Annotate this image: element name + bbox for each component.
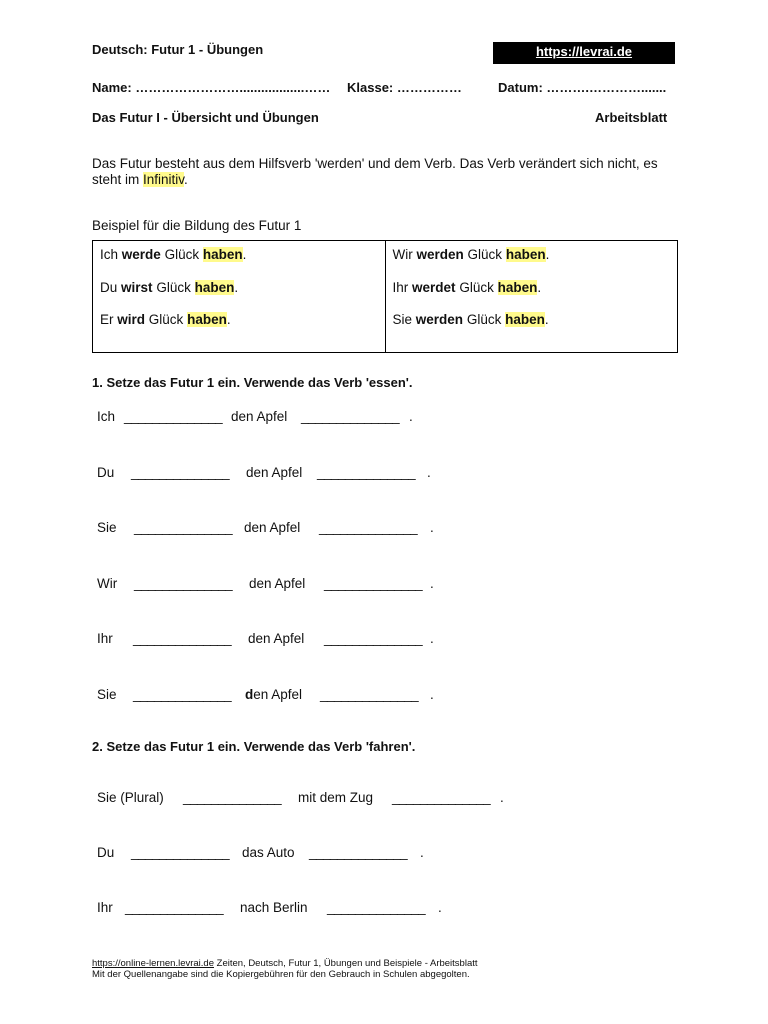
object-bold-letter: d <box>245 687 254 702</box>
example-verb: haben <box>505 247 546 262</box>
name-field-label: Name: ……………………..................…… <box>92 80 331 95</box>
example-aux: wird <box>117 312 146 327</box>
answer-blank[interactable]: ______________ <box>133 631 232 646</box>
intro-text: Das Futur besteht aus dem Hilfsverb 'werden' und dem Verb. Das Verb verändert sich nicht, es steht im <box>92 156 658 187</box>
example-pronoun: Ihr <box>392 279 409 295</box>
answer-blank[interactable]: ______________ <box>131 845 230 860</box>
answer-blank[interactable]: ______________ <box>317 465 416 480</box>
example-verb: haben <box>202 247 243 262</box>
answer-blank[interactable]: ______________ <box>124 409 223 424</box>
answer-blank[interactable]: ______________ <box>131 465 230 480</box>
row-object: den Apfel <box>244 520 301 535</box>
example-label: Beispiel für die Bildung des Futur 1 <box>92 218 302 233</box>
row-object: den Apfel <box>246 465 303 480</box>
example-period: . <box>234 279 239 295</box>
intro-paragraph <box>92 156 682 188</box>
row-period: . <box>409 409 413 424</box>
example-period: . <box>242 247 247 262</box>
row-pronoun: Du <box>97 465 115 480</box>
row-pronoun: Du <box>97 845 115 860</box>
row-period: . <box>430 576 434 591</box>
row-object: den Apfel <box>249 576 306 591</box>
answer-blank[interactable]: ______________ <box>324 631 423 646</box>
answer-blank[interactable]: ______________ <box>134 520 233 535</box>
example-plural-cell <box>385 241 678 353</box>
klasse-field-label: Klasse: …………… <box>347 80 462 95</box>
example-line <box>393 312 671 345</box>
answer-blank[interactable]: ______________ <box>320 687 419 702</box>
example-pronoun: Ich <box>100 247 119 262</box>
example-line <box>100 247 378 280</box>
row-pronoun: Sie <box>97 687 117 702</box>
example-line <box>393 280 671 313</box>
answer-blank[interactable]: ______________ <box>301 409 400 424</box>
row-period: . <box>430 687 434 702</box>
example-noun: Glück <box>467 247 503 262</box>
example-pronoun: Sie <box>392 312 413 327</box>
example-line <box>393 247 671 280</box>
example-period: . <box>537 279 542 295</box>
answer-blank[interactable]: ______________ <box>125 900 224 915</box>
example-verb: haben <box>194 279 235 295</box>
row-pronoun: Ich <box>97 409 116 424</box>
example-noun: Glück <box>148 312 184 327</box>
answer-blank[interactable]: ______________ <box>319 520 418 535</box>
row-period: . <box>438 900 442 915</box>
example-noun: Glück <box>466 312 502 327</box>
row-period: . <box>430 631 434 646</box>
section-type-label: Arbeitsblatt <box>595 110 668 125</box>
answer-blank[interactable]: ______________ <box>183 790 282 805</box>
answer-blank[interactable]: ______________ <box>133 687 232 702</box>
row-pronoun: Ihr <box>97 631 113 646</box>
footer-text: Zeiten, Deutsch, Futur 1, Übungen und Beispiele - Arbeitsblatt <box>214 958 478 969</box>
datum-field-label: Datum: ……….…………....... <box>498 80 667 95</box>
example-verb: haben <box>187 312 227 327</box>
example-aux: werde <box>121 247 161 262</box>
row-object: den Apfel <box>231 409 288 424</box>
example-line <box>100 280 378 313</box>
worksheet-title: Deutsch: Futur 1 - Übungen <box>92 42 264 57</box>
answer-blank[interactable]: ______________ <box>327 900 426 915</box>
example-period: . <box>544 312 549 327</box>
row-period: . <box>430 520 434 535</box>
footer-link[interactable]: https://online-lernen.levrai.de <box>92 958 214 969</box>
example-aux: werdet <box>412 279 456 295</box>
example-verb: haben <box>505 312 545 327</box>
example-pronoun: Du <box>100 279 118 295</box>
row-object <box>245 687 302 702</box>
example-pronoun: Er <box>100 312 114 327</box>
row-object: das Auto <box>242 845 295 860</box>
row-period: . <box>427 465 431 480</box>
example-table <box>92 240 678 353</box>
exercise-1-title: 1. Setze das Futur 1 ein. Verwende das Verb 'essen'. <box>92 375 413 390</box>
row-period: . <box>500 790 504 805</box>
footer-line-1 <box>92 958 478 969</box>
row-pronoun: Sie (Plural) <box>97 790 164 805</box>
example-pronoun: Wir <box>392 247 413 262</box>
example-period: . <box>545 247 550 262</box>
answer-blank[interactable]: ______________ <box>392 790 491 805</box>
exercise-2-title: 2. Setze das Futur 1 ein. Verwende das Verb 'fahren'. <box>92 739 416 754</box>
row-pronoun: Sie <box>97 520 117 535</box>
intro-highlight: Infinitiv <box>143 172 185 187</box>
example-singular-cell <box>93 241 386 353</box>
example-line <box>100 312 378 345</box>
object-rest: en Apfel <box>253 687 303 702</box>
example-noun: Glück <box>156 279 191 295</box>
example-aux: werden <box>415 312 464 327</box>
website-link[interactable]: https://levrai.de <box>493 42 675 64</box>
footer-line-2: Mit der Quellenangabe sind die Kopiergebühren für den Gebrauch in Schulen abgegolten. <box>92 969 470 980</box>
row-pronoun: Wir <box>97 576 118 591</box>
row-period: . <box>420 845 424 860</box>
example-noun: Glück <box>164 247 200 262</box>
answer-blank[interactable]: ______________ <box>309 845 408 860</box>
example-aux: wirst <box>121 279 153 295</box>
answer-blank[interactable]: ______________ <box>134 576 233 591</box>
row-pronoun: Ihr <box>97 900 113 915</box>
answer-blank[interactable]: ______________ <box>324 576 423 591</box>
row-object: den Apfel <box>248 631 305 646</box>
example-noun: Glück <box>459 279 494 295</box>
page-footer <box>92 958 478 980</box>
intro-text-end: . <box>184 172 188 187</box>
example-aux: werden <box>416 247 464 262</box>
section-title: Das Futur I - Übersicht und Übungen <box>92 110 319 125</box>
row-object: mit dem Zug <box>298 790 374 805</box>
example-verb: haben <box>497 279 538 295</box>
example-period: . <box>226 312 231 327</box>
row-object: nach Berlin <box>240 900 308 915</box>
